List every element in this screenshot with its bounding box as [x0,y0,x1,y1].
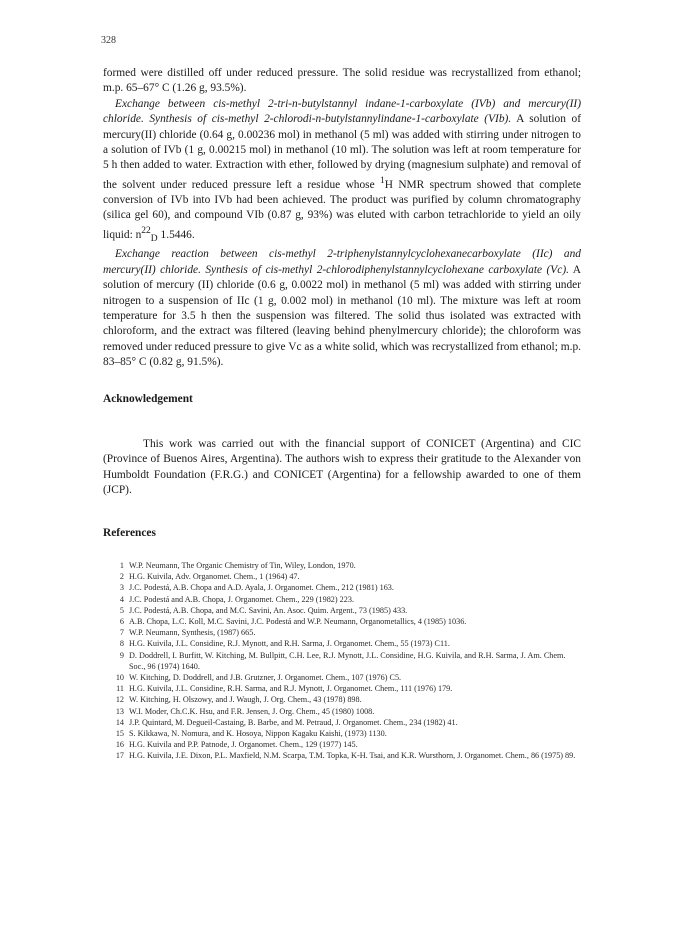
reference-text: W. Kitching, D. Doddrell, and J.B. Grutzner, J. Organomet. Chem., 107 (1976) C5. [129,673,402,683]
reference-text: H.G. Kuivila, J.L. Considine, R.J. Mynott, and R.H. Sarma, J. Organomet. Chem., 55 (1973) C11. [129,639,450,649]
paragraph-exchange-ivb [103,97,581,248]
reference-item [110,594,580,605]
reference-text: W.I. Moder, Ch.C.K. Hsu, and F.R. Jensen, J. Org. Chem., 45 (1980) 1008. [129,706,375,716]
reference-text: H.G. Kuivila, J.L. Considine, R.H. Sarma, and R.J. Mynott, J. Organomet. Chem., 111 (1976) 179. [129,684,453,694]
reference-number: 6 [119,617,124,627]
reference-item [110,605,580,616]
reference-number: 13 [115,706,124,716]
paragraph-exchange-iic [103,247,581,370]
paragraph-text: H NMR spectrum showed that complete conversion of IVb into IVb had been achieved. The product was purified by column chromatography (silica gel 60), and compound VIb (0.87 g, 93%) was eluted with carbon tetrachloride to yield an oily liquid: n [103,178,582,241]
reference-text: D. Doddrell, I. Burfitt, W. Kitching, M. Bullpitt, C.H. Lee, R.J. Mynott, J.L. Considine, H.G. Kuivila, and R.H. Sarma, J. Am. Chem. Soc., 96 (1974) 1640. [129,650,566,671]
experimental-body [103,66,581,371]
reference-number: 4 [119,594,124,604]
references-heading: References [103,527,156,539]
reference-item [110,672,580,683]
reference-item [110,627,580,638]
reference-item [110,739,580,750]
section-title-exchange-ivb: Exchange between cis-methyl 2-tri-n-butylstannyl indane-1-carboxylate (IVb) and mercury(II) chloride. Synthesis of cis-methyl 2-chlorodi-n-butylstannylindane-1-carboxylate (VIb). [103,97,581,126]
reference-number: 11 [116,684,124,694]
reference-text: J.C. Podestá, A.B. Chopa, and M.C. Savini, An. Asoc. Quim. Argent., 73 (1985) 433. [129,605,408,615]
reference-item [110,571,580,582]
reference-item [110,638,580,649]
reference-number: 7 [119,628,124,638]
reference-number: 1 [119,561,124,570]
reference-text: H.G. Kuivila, J.E. Dixon, P.L. Maxfield, N.M. Scarpa, T.M. Topka, K-H. Tsai, and K.R. Wursthorn, J. Organomet. Chem., 86 (1975) 89. [129,751,576,761]
paragraph-recrystallization: formed were distilled off under reduced pressure. The solid residue was recrystallized from ethanol; m.p. 65–67° C (1.26 g, 93.5%). [103,67,581,95]
reference-item [110,582,580,593]
reference-item [110,728,580,739]
reference-item [110,650,580,672]
reference-text: W.P. Neumann, The Organic Chemistry of Tin, Wiley, London, 1970. [129,561,356,570]
reference-text: W. Kitching, H. Olszowy, and J. Waugh, J. Org. Chem., 43 (1978) 898. [129,695,362,705]
reference-list [110,560,580,762]
reference-text: J.C. Podestá, A.B. Chopa and A.D. Ayala, J. Organomet. Chem., 212 (1981) 163. [129,583,394,593]
reference-item [110,750,580,761]
reference-number: 14 [115,717,124,727]
page-number: 328 [101,35,116,46]
superscript: 1 [380,175,385,186]
reference-number: 16 [115,740,124,750]
reference-number: 12 [115,695,124,705]
acknowledgement-heading: Acknowledgement [103,393,193,405]
superscript: 22 [141,225,151,236]
reference-number: 10 [115,673,124,683]
reference-text: H.G. Kuivila and P.P. Patnode, J. Organomet. Chem., 129 (1977) 145. [129,740,358,750]
reference-number: 3 [119,583,124,593]
reference-number: 17 [115,751,124,761]
paragraph-text: A solution of mercury(II) chloride (0.64 g, 0.00236 mol) in methanol (5 ml) was added with stirring under nitrogen to a solution of IVb (1 g, 0.00215 mol) in methanol (10 ml). The solution was left at room temperature for 5 h then added to water. Extraction with ether, followed by drying (magnesium sulphate) and removal of the solvent under reduced pressure left a residue whose [103,113,581,191]
paragraph-text: A solution of mercury (II) chloride (0.6 g, 0.0022 mol) in methanol (5 ml) was added with stirring under nitrogen to a suspension of IIc (1 g, 0.002 mol) in methanol (10 ml). The mixture was left at room temperature for 3.5 h then the suspension was filtered. The solid thus isolated was extracted with chloroform, and the extract was filtered (leaving behind phenylmercury chloride); the chloroform was removed under reduced pressure to give Vc as a white solid, which was recrystallized from ethanol; m.p. 83–85° C (0.82 g, 91.5%). [103,263,581,369]
reference-text: S. Kikkawa, N. Nomura, and K. Hosoya, Nippon Kagaku Kaishi, (1973) 1130. [129,729,387,739]
reference-text: W.P. Neumann, Synthesis, (1987) 665. [129,628,256,638]
reference-number: 2 [119,572,124,582]
section-title-exchange-iic: Exchange reaction between cis-methyl 2-triphenylstannylcyclohexanecarboxylate (IIc) and mercury(II) chloride. Synthesis of cis-methyl 2-chlorodiphenylstannylcyclohexane carboxylate (Vc). [103,248,581,276]
reference-number: 9 [119,650,124,660]
acknowledgement-text: This work was carried out with the financial support of CONICET (Argentina) and CIC (Province of Buenos Aires, Argentina). The authors wish to express their gratitude to the Alexander von Humboldt Foundation (F.R.G.) and CONICET (Argentina) for a fellowship awarded to one of them (JCP). [103,438,581,497]
reference-item [110,694,580,705]
reference-item [110,683,580,694]
reference-item [110,616,580,627]
reference-item [110,706,580,717]
reference-item [110,717,580,728]
reference-number: 15 [115,729,124,739]
paragraph-text: 1.5446. [157,228,195,241]
reference-text: J.P. Quintard, M. Degueil-Castaing, B. Barbe, and M. Petraud, J. Organomet. Chem., 234 (1982) 41. [129,717,458,727]
reference-item [110,560,580,571]
reference-text: H.G. Kuivila, Adv. Organomet. Chem., 1 (1964) 47. [129,572,300,582]
reference-number: 8 [119,639,124,649]
reference-number: 5 [119,605,124,615]
subscript: D [150,233,158,244]
reference-text: J.C. Podestá and A.B. Chopa, J. Organomet. Chem., 229 (1982) 223. [129,594,354,604]
reference-text: A.B. Chopa, L.C. Koll, M.C. Savini, J.C. Podestá and W.P. Neumann, Organometallics, 4 (1985) 1036. [129,617,467,627]
